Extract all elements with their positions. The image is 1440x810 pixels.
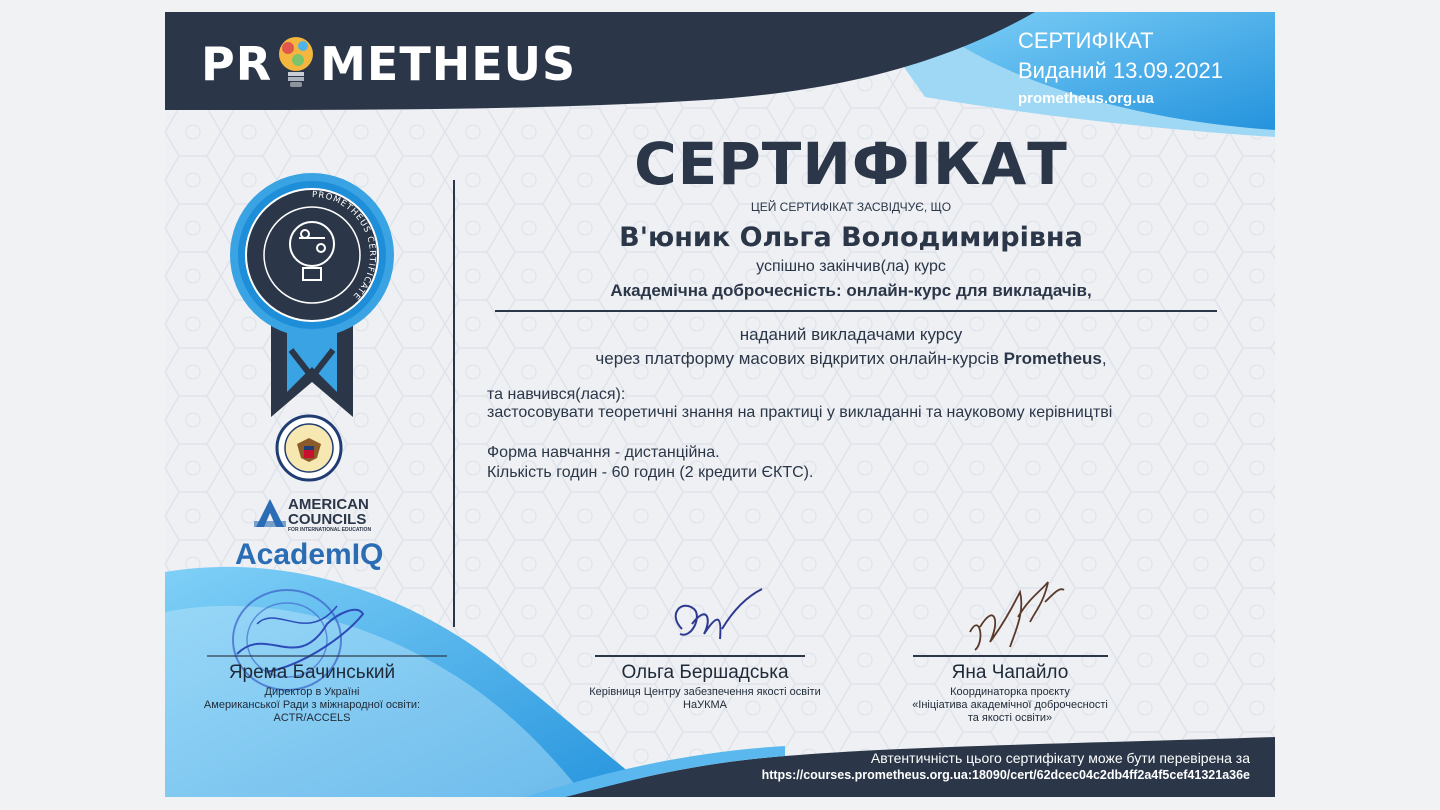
platform-prefix: через платформу масових відкритих онлайн-курсів — [595, 349, 999, 368]
signature-line-3 — [913, 655, 1108, 657]
recipient-name: В'юник Ольга Володимирівна — [619, 222, 1083, 253]
study-form: Форма навчання - дистанційна. — [487, 444, 720, 461]
badge-ring-text: PROMETHEUS CERTIFICATE — [311, 189, 378, 302]
signatory-role-3 — [875, 686, 1145, 725]
signatory-role-1-line-1: Директор в Україні — [264, 686, 360, 698]
learned-label: та навчився(лася): — [487, 386, 626, 403]
signatory-name-3: Яна Чапайло — [951, 662, 1069, 683]
platform-text — [455, 349, 1247, 369]
header-certificate-label: СЕРТИФІКАТ — [1018, 28, 1154, 53]
american-councils-tagline: FOR INTERNATIONAL EDUCATION — [288, 527, 372, 533]
signatory-role-2 — [560, 686, 850, 712]
logo-text-right: METHEUS — [320, 37, 577, 91]
course-name: Академічна доброчесність: онлайн-курс для викладачів, — [610, 281, 1092, 300]
site-link[interactable]: prometheus.org.ua — [1018, 90, 1154, 107]
lightbulb-icon — [274, 34, 318, 90]
signatory-role-3-line-1: Координаторка проєкту — [950, 686, 1070, 698]
signatory-role-2-line-1: Керівниця Центру забезпечення якості освіти — [589, 686, 821, 698]
american-councils-line2: COUNCILS — [288, 511, 367, 528]
hours-text: Кількість годин - 60 годин (2 кредити ЄКТС). — [487, 464, 814, 481]
platform-name: Prometheus — [1003, 349, 1102, 368]
american-councils-logo-icon — [254, 497, 286, 529]
vertical-divider — [453, 180, 455, 627]
issue-date: Виданий 13.09.2021 — [1018, 58, 1223, 83]
signature-line-1 — [207, 655, 447, 657]
divider — [495, 310, 1217, 312]
platform-suffix: , — [1101, 349, 1107, 368]
certificate-title: СЕРТИФІКАТ — [634, 130, 1068, 198]
signatory-role-2-line-2: НаУКМА — [683, 699, 727, 711]
verify-text: Автентичність цього сертифікату може бути перевірена за — [870, 750, 1250, 766]
signatory-role-1 — [177, 686, 447, 725]
signatory-role-3-line-3: та якості освіти» — [967, 712, 1053, 724]
signatory-name-1: Ярема Бачинський — [228, 662, 396, 683]
prometheus-logo — [201, 34, 576, 90]
certifies-text: ЦЕЙ СЕРТИФІКАТ ЗАСВІДЧУЄ, ЩО — [750, 200, 952, 214]
verify-url[interactable]: https://courses.prometheus.org.ua:18090/cert/62dcec04c2db4ff2a4f5cef41321a36e — [761, 768, 1250, 782]
signature-scribble-3-icon — [960, 572, 1070, 657]
signatory-role-3-line-2: «Ініціатива академічної доброчесності — [912, 699, 1108, 711]
logo-text-left: PR — [201, 37, 273, 91]
learned-text: застосовувати теоретичні знання на практиці у викладанні та науковому керівництві — [487, 404, 1113, 421]
certificate-badge-icon — [229, 172, 395, 422]
provided-by-text: наданий викладачами курсу — [739, 325, 963, 344]
academiq-logo: AcademIQ — [235, 538, 384, 571]
american-councils-line1: AMERICAN — [288, 496, 369, 513]
signature-scribble-2-icon — [662, 584, 772, 654]
signatory-role-1-line-3: ACTR/ACCELS — [273, 712, 351, 724]
signature-line-2 — [595, 655, 805, 657]
completed-text: успішно закінчив(ла) курс — [756, 258, 946, 275]
certificate — [165, 12, 1275, 797]
signatory-role-1-line-2: Американської Ради з міжнародної освіти: — [203, 699, 421, 711]
department-of-state-seal-icon — [275, 414, 343, 482]
signatory-name-2: Ольга Бершадська — [621, 662, 789, 683]
